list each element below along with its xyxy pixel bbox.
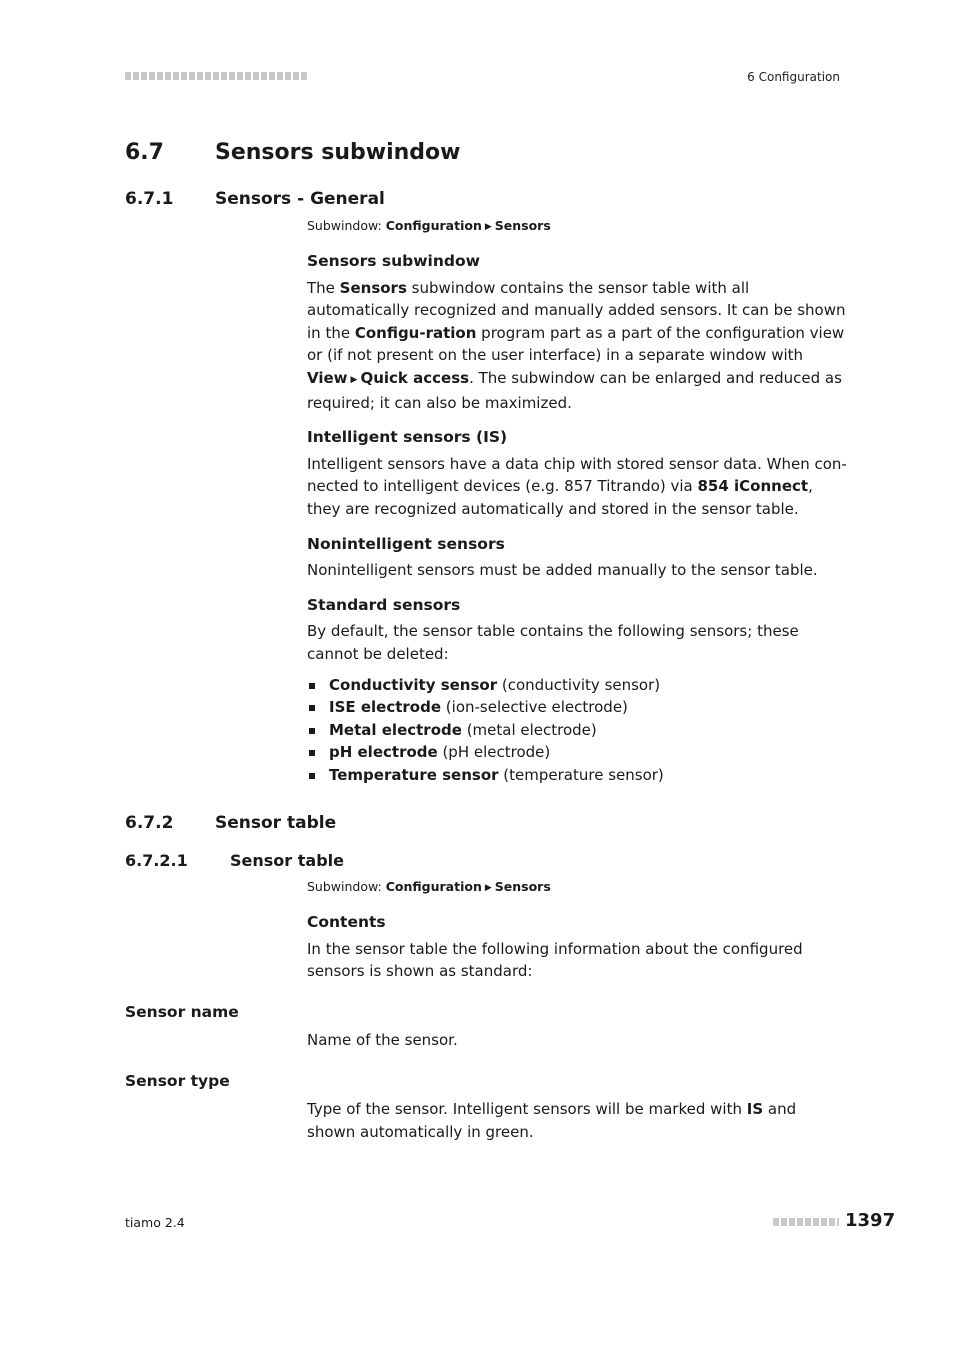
header-section: 6 Configuration (747, 70, 840, 84)
header-decoration (125, 72, 307, 80)
heading-6-7-2-1 (125, 851, 344, 870)
heading-title: Sensor table (215, 813, 337, 833)
list-item: pH electrode (pH electrode) (307, 741, 847, 764)
list-item: Metal electrode (metal electrode) (307, 719, 847, 742)
heading-6-7 (125, 140, 460, 165)
heading-6-7-2 (125, 813, 336, 833)
list-item: Conductivity sensor (conductivity sensor) (307, 674, 847, 697)
section-title: Standard sensors (307, 595, 461, 614)
paragraph: In the sensor table the following information about the configured sensors is shown as standard: (307, 939, 803, 981)
sensor-name-description: Name of the sensor. (307, 1031, 458, 1049)
arrow-right-icon: ▶ (484, 883, 492, 893)
heading-6-7-1 (125, 189, 385, 209)
heading-number: 6.7.1 (125, 189, 174, 209)
sensor-type-description: Type of the sensor. Intelligent sensors will be marked with IS and shown automatically in green. (307, 1100, 797, 1141)
heading-title: Sensor table (230, 851, 344, 870)
footer-product: tiamo 2.4 (125, 1215, 185, 1230)
list-item: ISE electrode (ion-selective electrode) (307, 696, 847, 719)
general-content (307, 250, 847, 786)
paragraph: By default, the sensor table contains the following sensors; these cannot be deleted: (307, 622, 799, 663)
heading-number: 6.7.2 (125, 813, 174, 833)
arrow-right-icon: ▶ (484, 222, 492, 232)
heading-number: 6.7 (125, 140, 164, 165)
section-title: Nonintelligent sensors (307, 534, 505, 553)
heading-title: Sensors subwindow (215, 140, 461, 165)
paragraph: Intelligent sensors have a data chip with stored sensor data. When con-nected to intelligent devices (e.g. 857 Titrando) via 854 iConnect, they are recognized automatically and stored in the sensor table. (307, 454, 847, 518)
section-title: Sensors subwindow (307, 252, 480, 270)
footer-decoration (773, 1218, 839, 1226)
page-number: 1397 (845, 1210, 896, 1231)
list-item: Temperature sensor (temperature sensor) (307, 764, 847, 787)
section-title: Contents (307, 913, 386, 931)
sensor-type-label: Sensor type (125, 1072, 230, 1090)
contents-block (307, 911, 847, 995)
sensor-name-label: Sensor name (125, 1003, 239, 1021)
heading-title: Sensors - General (215, 189, 385, 209)
subwindow-path: Subwindow: Configuration ▶ Sensors (307, 218, 551, 233)
paragraph: The Sensors subwindow contains the sensor table with all automatically recognized and manually added sensors. It can be shown in the Configu-ration program part as a part of the configuration view or (if not present on the user interface) in a separate window with View ▶ Quick access. The subwindow can be enlarged and reduced as required; it can also be maximized. (307, 278, 846, 412)
paragraph: Nonintelligent sensors must be added manually to the sensor table. (307, 561, 818, 580)
arrow-right-icon: ▶ (350, 374, 358, 385)
heading-number: 6.7.2.1 (125, 851, 188, 870)
standard-sensors-list (307, 674, 847, 787)
subwindow-path: Subwindow: Configuration ▶ Sensors (307, 879, 551, 894)
section-title: Intelligent sensors (IS) (307, 428, 508, 447)
